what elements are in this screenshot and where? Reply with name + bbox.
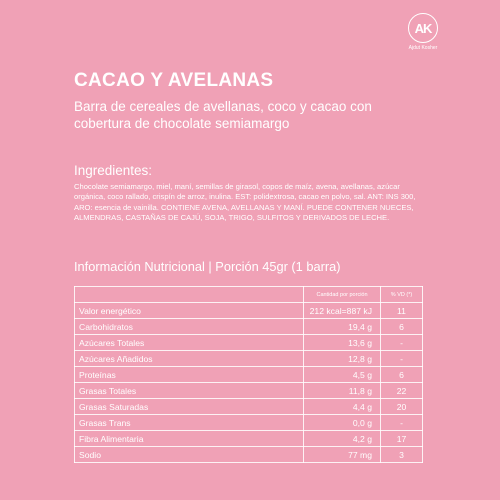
- nutrient-qty-cell: 0,0 g: [304, 415, 381, 431]
- table-row: [75, 415, 423, 431]
- nutrient-label-cell: Proteínas: [75, 367, 304, 383]
- nutrient-vd-cell: 20: [381, 399, 423, 415]
- nutrient-vd-cell: 11: [381, 303, 423, 319]
- nutrient-qty-cell: 77 mg: [304, 447, 381, 463]
- nutrient-qty-cell: 13,6 g: [304, 335, 381, 351]
- nutrient-vd-cell: 17: [381, 431, 423, 447]
- header-label-cell: [75, 287, 304, 303]
- nutrient-label-cell: Carbohidratos: [75, 319, 304, 335]
- nutrient-vd-cell: -: [381, 415, 423, 431]
- header-qty-cell: Cantidad por porción: [304, 287, 381, 303]
- nutrient-qty-cell: 19,4 g: [304, 319, 381, 335]
- nutrient-vd-cell: 6: [381, 319, 423, 335]
- table-row: [75, 399, 423, 415]
- logo-caption: Ajdut Kosher: [408, 45, 438, 51]
- nutrient-label-cell: Grasas Totales: [75, 383, 304, 399]
- nutrition-heading: Información Nutricional | Porción 45gr (1 barra): [74, 259, 341, 274]
- table-row: [75, 319, 423, 335]
- nutrient-label-cell: Grasas Trans: [75, 415, 304, 431]
- nutrient-qty-cell: 12,8 g: [304, 351, 381, 367]
- kosher-logo: [403, 13, 443, 51]
- table-row: [75, 335, 423, 351]
- nutrition-rows: [75, 303, 423, 463]
- nutrient-qty-cell: 4,2 g: [304, 431, 381, 447]
- table-row: [75, 351, 423, 367]
- nutrient-vd-cell: 3: [381, 447, 423, 463]
- nutrient-qty-cell: 11,8 g: [304, 383, 381, 399]
- nutrient-label-cell: Fibra Alimentaria: [75, 431, 304, 447]
- nutrition-header-row: [75, 287, 423, 303]
- nutrient-qty-cell: 4,5 g: [304, 367, 381, 383]
- nutrient-label-cell: Sodio: [75, 447, 304, 463]
- nutrient-qty-cell: 212 kcal=887 kJ: [304, 303, 381, 319]
- table-row: [75, 431, 423, 447]
- nutrient-qty-cell: 4,4 g: [304, 399, 381, 415]
- nutrition-table: [74, 286, 423, 463]
- product-title: CACAO Y AVELANAS: [74, 70, 274, 91]
- table-row: [75, 303, 423, 319]
- ingredients-heading: Ingredientes:: [74, 163, 153, 178]
- table-row: [75, 367, 423, 383]
- nutrient-label-cell: Azúcares Añadidos: [75, 351, 304, 367]
- nutrient-vd-cell: -: [381, 351, 423, 367]
- nutrient-label-cell: Grasas Saturadas: [75, 399, 304, 415]
- nutrient-vd-cell: 22: [381, 383, 423, 399]
- table-row: [75, 447, 423, 463]
- ingredients-text: Chocolate semiamargo, miel, maní, semillas de girasol, copos de maíz, avena, avellanas, azúcar orgánica, coco rallado, crispín de arroz, inulina. EST: polidextrosa, cacao en polvo, sal. ANT: INS 300, ARO: esencia de vainilla. CONTIENE AVENA, AVELLANAS Y MANÍ. PUEDE CONTENER NUECES, ALMENDRAS, CASTAÑAS DE CAJÚ, SOJA, TRIGO, SULFITOS Y DERIVADOS DE LECHE.: [74, 182, 416, 222]
- nutrient-label-cell: Azúcares Totales: [75, 335, 304, 351]
- nutrient-vd-cell: -: [381, 335, 423, 351]
- nutrient-label-cell: Valor energético: [75, 303, 304, 319]
- kosher-seal-icon: AK: [408, 13, 438, 43]
- table-row: [75, 383, 423, 399]
- nutrient-vd-cell: 6: [381, 367, 423, 383]
- product-subtitle: Barra de cereales de avellanas, coco y cacao con cobertura de chocolate semiamargo: [74, 99, 372, 131]
- header-vd-cell: % VD (*): [381, 287, 423, 303]
